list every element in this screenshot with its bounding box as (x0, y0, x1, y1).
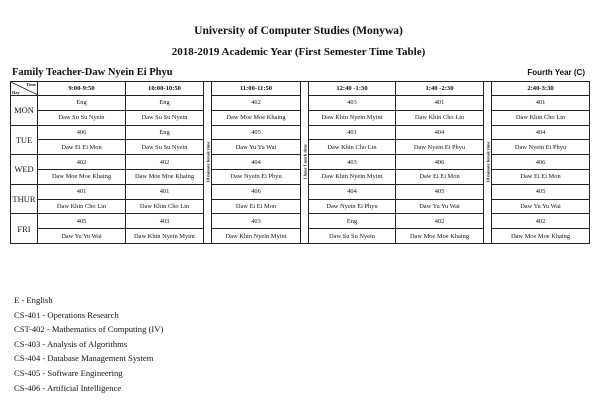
teacher-cell: Daw Moe Moe Khaing (492, 229, 590, 244)
teacher-cell: Daw Ei Ei Mon (212, 199, 301, 214)
teacher-cell: Daw Yu Yu Wai (492, 199, 590, 214)
time-header-row (11, 82, 590, 96)
teacher-cell: Daw Khin Cho Lin (126, 199, 204, 214)
teacher-cell: Daw Yu Yu Wai (396, 199, 484, 214)
subject-cell: 402 (396, 214, 484, 229)
subject-cell: 402 (126, 155, 204, 170)
academic-year-title: 2018-2019 Academic Year (First Semester Time Table) (171, 46, 426, 58)
subject-cell: 403 (212, 214, 301, 229)
legend-item: CS-403 - Analysis of Algorithms (14, 338, 128, 349)
subject-cell: 405 (212, 125, 301, 140)
subject-cell: 406 (212, 184, 301, 199)
teacher-cell: Daw Ei Ei Mon (492, 169, 590, 184)
subject-cell: 404 (309, 184, 396, 199)
teacher-cell: Daw Khin Cho Lin (38, 199, 126, 214)
subject-cell: 401 (492, 96, 590, 111)
time-slot-header: 9:00-9:50 (38, 82, 126, 96)
lunch-label: 1 hour Lunch time (302, 144, 307, 181)
university-title: University of Computer Studies (Monywa) (194, 25, 403, 37)
break-column (484, 82, 492, 244)
day-label-mon: MON (11, 96, 38, 126)
subject-cell: 401 (309, 125, 396, 140)
teacher-cell: Daw Nyein Ei Phyu (309, 199, 396, 214)
teacher-cell: Daw Khin Nyein Myint (309, 110, 396, 125)
teacher-cell: Daw Moe Moe Khaing (38, 169, 126, 184)
subject-cell: 406 (492, 155, 590, 170)
time-slot-header: 10:00-10:50 (126, 82, 204, 96)
class-year: Fourth Year (C) (527, 68, 585, 77)
corner-time-label: Time (26, 82, 36, 87)
subject-cell: 401 (396, 96, 484, 111)
teacher-cell: Daw Ei Ei Mon (38, 140, 126, 155)
subject-cell: 405 (492, 184, 590, 199)
legend-item: CS-404 - Database Management System (14, 353, 154, 364)
subject-cell: 403 (126, 214, 204, 229)
day-label-fri: FRI (11, 214, 38, 244)
day-time-corner (11, 82, 38, 96)
break-label: 10 minute break time (485, 141, 490, 184)
teacher-cell: Daw Moe Moe Khaing (212, 110, 301, 125)
time-slot-header: 1:40 -2:30 (396, 82, 484, 96)
teacher-cell: Daw Khin Nyein Myint (309, 169, 396, 184)
subject-cell: 402 (492, 214, 590, 229)
subject-cell: 401 (38, 184, 126, 199)
time-slot-header: 2:40-3:30 (492, 82, 590, 96)
lunch-column (301, 82, 309, 244)
subject-cell: 402 (212, 96, 301, 111)
teacher-cell: Daw Ei Ei Mon (396, 169, 484, 184)
subject-cell: 406 (396, 155, 484, 170)
teacher-cell: Daw Khin Cho Lin (396, 110, 484, 125)
subject-cell: Eng (126, 96, 204, 111)
subject-cell: Eng (38, 96, 126, 111)
subject-cell: 403 (309, 96, 396, 111)
subject-cell: 406 (38, 125, 126, 140)
timetable (10, 81, 590, 244)
corner-day-label: Day (12, 90, 20, 95)
teacher-cell: Daw Khin Nyein Myint (212, 229, 301, 244)
day-label-tue: TUE (11, 125, 38, 155)
legend-item: CS-405 - Software Engineering (14, 367, 123, 378)
subject-cell: 404 (396, 125, 484, 140)
subject-cell: Eng (309, 214, 396, 229)
time-slot-header: 11:00-11:50 (212, 82, 301, 96)
teacher-cell: Daw Yu Yu Wai (38, 229, 126, 244)
break-label: 10 minute break time (205, 141, 210, 184)
teacher-cell: Daw Su Su Nyein (38, 110, 126, 125)
teacher-cell: Daw Nyein Ei Phyu (396, 140, 484, 155)
day-label-thur: THUR (11, 184, 38, 214)
family-teacher: Family Teacher-Daw Nyein Ei Phyu (12, 67, 173, 78)
teacher-cell: Daw Su Su Nyein (126, 140, 204, 155)
subject-cell: 403 (309, 155, 396, 170)
subject-cell: 404 (492, 125, 590, 140)
subject-cell: 402 (38, 155, 126, 170)
legend-item: CS-401 - Operations Research (14, 309, 119, 320)
time-slot-header: 12:40 -1:30 (309, 82, 396, 96)
subject-cell: 405 (396, 184, 484, 199)
subject-cell: 405 (38, 214, 126, 229)
subject-cell: 404 (212, 155, 301, 170)
break-column (204, 82, 212, 244)
teacher-cell: Daw Nyein Ei Phyu (212, 169, 301, 184)
teacher-cell: Daw Khin Cho Lin (492, 110, 590, 125)
teacher-cell: Daw Su Su Nyein (309, 229, 396, 244)
subject-cell: 401 (126, 184, 204, 199)
teacher-cell: Daw Nyein Ei Phyu (492, 140, 590, 155)
subject-cell: Eng (126, 125, 204, 140)
legend-item: CST-402 - Mathematics of Computing (IV) (14, 324, 164, 335)
day-label-wed: WED (11, 155, 38, 185)
teacher-cell: Daw Yu Yu Wai (212, 140, 301, 155)
course-legend (14, 293, 163, 395)
legend-item: CS-406 - Artificial Intelligence (14, 382, 122, 393)
teacher-cell: Daw Moe Moe Khaing (396, 229, 484, 244)
teacher-cell: Daw Su Su Nyein (126, 110, 204, 125)
teacher-cell: Daw Khin Cho Lin (309, 140, 396, 155)
teacher-cell: Daw Khin Nyein Myint (126, 229, 204, 244)
teacher-cell: Daw Moe Moe Khaing (126, 169, 204, 184)
legend-item: E - English (14, 295, 53, 305)
